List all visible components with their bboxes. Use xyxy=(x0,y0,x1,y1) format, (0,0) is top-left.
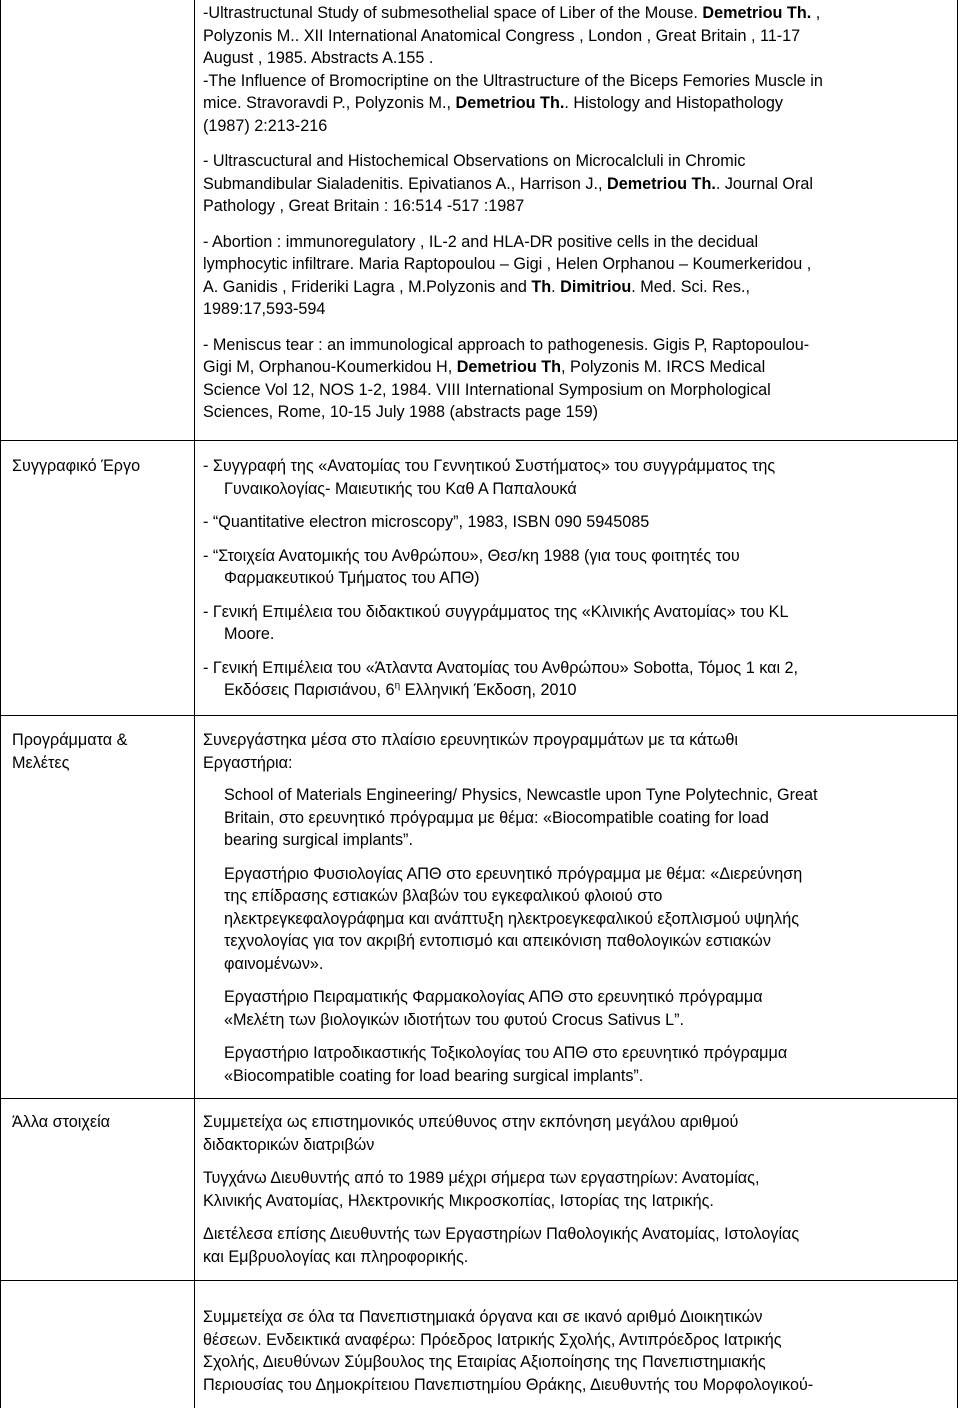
programs-label: Προγράμματα & Μελέτες xyxy=(12,731,128,772)
row-divider-programs xyxy=(0,715,958,716)
program-item: Εργαστήριο Ιατροδικαστικής Τοξικολογίας του ΑΠΘ στο ερευνητικό πρόγραμμα «Biocompatible coating for load bearing surgical implants”. xyxy=(224,1044,788,1085)
other-content xyxy=(203,1111,955,1268)
writing-item: - “Στοιχεία Ανατομικής του Ανθρώπου», Θεσ/κη 1988 (για τους φοιτητές του Φαρμακευτικού Τμήματος του ΑΠΘ) xyxy=(203,546,740,587)
programs-content: Συνεργάστηκα μέσα στο πλαίσιο ερευνητικών προγραμμάτων με τα κάτωθι Εργαστήρια: School of Materials Engineering/ Physics, Newcastle upon Tyne Polytechnic, Great Britain, στο ερευνητικό πρόγραμμα με θέμα: «Biocompatible coating for load bearing surgical implants”. Εργαστήριο Φυσιολογίας ΑΠΘ στο ερευνητικό πρόγραμμα με θέμα: «Διερεύνηση της επίδρασης εστιακών βλαβών του εγκεφαλικού φλοιού στο ηλεκτρεγκεφαλογράφημα και ανάπτυξη ηλεκτροεγκεφαλικού εξοπλισμού υψηλής τεχνολογίας για τον ακριβή εντοπισμό και απεικόνιση παθολογικών εστιακών φαινομένων». Εργαστήριο Πειραματικής Φαρμακολογίας ΑΠΘ στο ερευνητικό πρόγραμμα «Μελέτη των βιολογικών ιδιοτήτων του φυτού Crocus Sativus L”. Εργαστήριο Ιατροδικαστικής Τοξικολογίας του ΑΠΘ στο ερευνητικό πρόγραμμα «Biocompatible coating for load bearing surgical implants”. xyxy=(203,729,955,1087)
writing-list xyxy=(203,455,955,702)
row-divider-other xyxy=(0,1098,958,1099)
publication-item: -Ultrastructunal Study of submesothelial space of Liber of the Mouse. Demetriou Th. , Polyzonis M.. XII International Anatomical Congress , London , Great Britain , 11-17 August , 1985. Abstracts A.155 . xyxy=(203,4,821,67)
table-left-border xyxy=(0,0,1,1408)
writing-item: - Γενική Επιμέλεια του διδακτικού συγγράμματος της «Κλινικής Ανατομίας» του KL Moore. xyxy=(203,602,789,643)
publication-item: -The Influence of Bromocriptine on the Ultrastructure of the Biceps Femories Muscle in mice. Stravoravdi P., Polyzonis M., Demetriou Th.. Histology and Histopathology (1987) 2:213-216 xyxy=(203,71,823,135)
publications-list xyxy=(203,2,955,424)
writing-item: - Γενική Επιμέλεια του «Άτλαντα Ανατομίας του Ανθρώπου» Sobotta, Τόμος 1 και 2, Εκδόσεις Παρισιάνου, $6^\eta$ Ελληνική Έκδοση, 2010 xyxy=(203,658,799,699)
publication-item: - Abortion : immunoregulatory , IL-2 and HLA-DR positive cells in the decidual lymphocytic infiltrare. Maria Raptopoulou – Gigi , Helen Orphanou – Koumerkeridou , A. Ganidis , Frideriki Lagra , M.Polyzonis and Th. Dimitriou. Med. Sci. Res., 1989:17,593-594 xyxy=(203,232,812,318)
program-item: Εργαστήριο Πειραματικής Φαρμακολογίας ΑΠΘ στο ερευνητικό πρόγραμμα «Μελέτη των βιολογικών ιδιοτήτων του φυτού Crocus Sativus L”. xyxy=(224,988,763,1029)
writing-item: - Συγγραφή της «Ανατομίας του Γεννητικού Συστήματος» του συγγράμματος της Γυναικολογίας- Μαιευτικής του Καθ Α Παπαλουκά xyxy=(203,457,776,498)
writing-item: - “Quantitative electron microscopy”, 1983, ISBN 090 5945085 xyxy=(203,513,650,531)
publication-item: - Ultrascuctural and Histochemical Observations on Microcalcluli in Chromic Submandibular Sialadenitis. Epivatianos A., Harrison J., Demetriou Th.. Journal Oral Pathology , Great Britain : 16:514 -517 :1987 xyxy=(203,152,813,215)
table-column-divider xyxy=(194,0,195,1408)
program-item: School of Materials Engineering/ Physics, Newcastle upon Tyne Polytechnic, Great Britain, στο ερευνητικό πρόγραμμα με θέμα: «Biocompatible coating for load bearing surgical implants”. xyxy=(224,786,818,849)
row-divider-writing xyxy=(0,440,958,441)
programs-intro: Συνεργάστηκα μέσα στο πλαίσιο ερευνητικών προγραμμάτων με τα κάτωθι xyxy=(203,731,738,749)
other-paragraph: Τυγχάνω Διευθυντής από το 1989 μέχρι σήμερα των εργαστηρίων: Ανατομίας, Κλινικής Ανατομίας, Ηλεκτρονικής Μικροσκοπίας, Ιστορίας της Ιατρικής. xyxy=(203,1169,760,1210)
table-right-border xyxy=(957,0,958,1408)
program-item: Εργαστήριο Φυσιολογίας ΑΠΘ στο ερευνητικό πρόγραμμα με θέμα: «Διερεύνηση της επίδρασης εστιακών βλαβών του εγκεφαλικού φλοιού στο ηλεκτρεγκεφαλογράφημα και ανάπτυξη ηλεκτροεγκεφαλικού εξοπλισμού υψηλής τεχνολογίας για τον ακριβή εντοπισμό και απεικόνιση παθολογικών εστιακών φαινομένων». xyxy=(224,864,803,973)
admin-content: Συμμετείχα σε όλα τα Πανεπιστημιακά όργανα και σε ικανό αριθμό Διοικητικών θέσεων. Ενδεικτικά αναφέρω: Πρόεδρος Ιατρικής Σχολής, Αντιπρόεδρος Ιατρικής Σχολής, Διευθύνων Σύμβουλος της Εταιρίας Αξιοποίησης της Πανεπιστημιακής Περιουσίας του Δημοκρίτειου Πανεπιστημίου Θράκης, Διευθυντής του Μορφολογικού- xyxy=(203,1308,814,1394)
other-paragraph: Διετέλεσα επίσης Διευθυντής των Εργαστηρίων Παθολογικής Ανατομίας, Ιστολογίας και Εμβρυολογίας και πληροφορικής. xyxy=(203,1225,800,1266)
other-label: Άλλα στοιχεία xyxy=(12,1113,111,1131)
writing-label: Συγγραφικό Έργο xyxy=(12,457,141,475)
row-divider-admin xyxy=(0,1280,958,1281)
other-paragraph: Συμμετείχα ως επιστημονικός υπεύθυνος στην εκπόνηση μεγάλου αριθμού διδακτορικών διατριβών xyxy=(203,1113,739,1154)
publication-item: - Meniscus tear : an immunological approach to pathogenesis. Gigis P, Raptopoulou- Gigi M, Orphanou-Koumerkidou H, Demetriou Th, Polyzonis M. IRCS Medical Science Vol 12, NOS 1-2, 1984. VIII International Symposium on Morphological Sciences, Rome, 10-15 July 1988 (abstracts page 159) xyxy=(203,335,810,421)
